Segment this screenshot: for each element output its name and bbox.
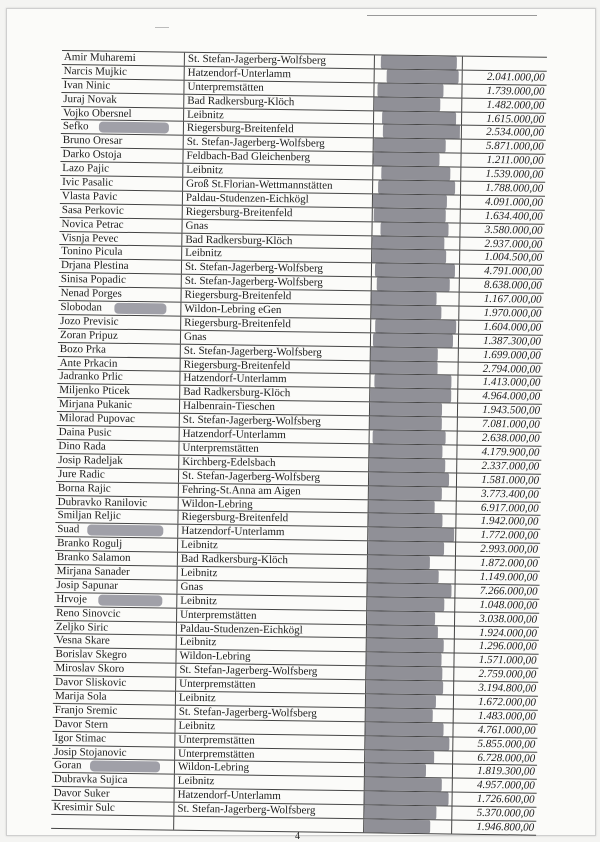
redaction-mark [382,111,456,125]
location: Unterpremstätten [183,80,373,96]
redaction-mark [364,764,426,778]
redaction-mark [367,541,444,555]
redacted-cell [364,736,451,750]
redaction-mark [363,819,430,833]
redaction-mark [380,222,448,236]
person-name: Davor Suker [53,787,110,800]
amount: 5.871.000,00 [461,140,546,154]
redacted-cell [369,416,456,430]
redacted-cell [369,375,456,389]
amount: 1.581.000,00 [456,473,541,487]
location: Leibnitz [177,539,367,555]
amount: 4.179.900,00 [456,445,541,459]
redaction-mark [114,303,166,315]
redacted-cell [366,583,453,597]
redaction-mark [378,180,455,194]
redacted-cell [373,111,460,125]
amount: 1.167.000,00 [458,293,543,307]
location: St. Stefan-Jagerberg-Wolfsberg [173,803,363,819]
redaction-mark [377,83,443,97]
amount: 1.296.000,00 [454,640,539,654]
location: Unterpremstätten [178,442,368,458]
redaction-mark [367,514,442,528]
amount: 7.266.000,00 [454,584,539,598]
redaction-mark [366,583,451,597]
amount: 1.942.000,00 [455,515,540,529]
redaction-mark [90,761,160,773]
redaction-mark [383,125,460,139]
location: Riegersburg-Breitenfeld [180,317,370,333]
location: Halbenrain-Tieschen [179,400,369,416]
redacted-cell [369,389,456,403]
person-name: Davor Sliskovic [55,676,127,690]
redaction-mark [375,264,455,278]
redacted-cell [364,750,451,764]
redacted-cell [364,764,451,778]
redaction-mark [369,416,442,430]
location: Hatzendorf-Unterlamm [174,789,364,805]
redaction-mark [87,525,163,537]
amount: 2.937.000,00 [459,237,544,251]
location: Leibnitz [181,247,371,263]
redacted-cell [367,541,454,555]
person-name: Zoran Pripuz [59,328,118,342]
location: Wildon-Lebring [178,497,368,513]
location: Unterpremstätten [175,678,365,694]
amount: 1.872.000,00 [455,557,540,571]
amount: 1.672.000,00 [453,695,538,709]
person-name: Darko Ostoja [62,148,122,162]
amount: 5.855.000,00 [452,737,537,751]
person-name: Sefko [62,120,89,133]
person-name: Branko Salamon [56,551,131,565]
redacted-cell [374,69,461,83]
redaction-mark [375,319,456,333]
person-name: Goran [53,759,82,772]
redaction-mark [381,166,450,180]
amount: 1.482.000,00 [461,98,546,112]
person-name: Igor Stimac [54,731,107,745]
person-name: Nenad Porges [60,287,122,300]
person-name: Josip Radeljak [58,453,123,467]
redaction-mark [365,708,433,722]
amount: 1.699.000,00 [458,348,543,362]
scan-artifact [155,19,169,28]
redaction-mark [373,430,446,444]
amount: 7.081.000,00 [457,418,542,432]
amount: 1.004.500,00 [459,251,544,265]
amount: 1.772.000,00 [455,529,540,543]
location: Leibnitz [176,636,366,652]
person-name: Dubravka Sujica [53,773,128,787]
location: Leibnitz [175,692,365,708]
person-name: Suad [57,523,80,536]
location: St. Stefan-Jagerberg-Wolfsberg [180,344,370,360]
person-name: Ivan Ninic [63,78,111,92]
person-name: Franjo Sremic [54,703,118,717]
redaction-mark [365,653,441,667]
amount: 3.038.000,00 [454,612,539,626]
redacted-cell [373,97,460,111]
location: Fehring-St.Anna am Aigen [178,483,368,499]
redacted-cell [371,264,458,278]
redaction-mark [363,791,448,805]
amount: 2.337.000,00 [456,459,541,473]
amount: 1.604.000,00 [458,320,543,334]
person-name: Vesna Skare [55,634,110,648]
amount: 1.387.300,00 [458,334,543,348]
person-name: Ante Prkacin [59,356,118,370]
amount: 1.211.000,00 [460,154,545,168]
location: St. Stefan-Jagerberg-Wolfsberg [184,53,374,69]
amount: 1.739.000,00 [461,84,546,98]
location: St. Stefan-Jagerberg-Wolfsberg [179,414,369,430]
location: Gnas [176,580,366,596]
person-name: Hrvoje [56,592,87,606]
redacted-cell [367,528,454,542]
person-name: Marija Sola [54,689,107,703]
location: Riegersburg-Breitenfeld [183,122,373,138]
amount: 1.788.000,00 [460,182,545,196]
redacted-cell [366,611,453,625]
redaction-mark [374,375,451,389]
redacted-cell [367,555,454,569]
person-name [53,815,167,829]
location: Riegersburg-Breitenfeld [180,289,370,305]
person-name: Bozo Prka [59,342,107,356]
redacted-cell [368,444,455,458]
redacted-cell [365,694,452,708]
location: Bad Radkersburg-Klöch [177,553,367,569]
amount: 1.571.000,00 [453,654,538,668]
person-name: Daina Pusic [58,426,112,439]
redaction-mark [373,97,440,111]
redaction-mark [368,486,442,500]
person-name: Josip Stojanovic [54,745,127,759]
location: Riegersburg-Breitenfeld [182,205,372,221]
redaction-mark [366,639,444,653]
amount: 8.638.000,00 [459,279,544,293]
person-name: Zeljko Siric [55,620,109,634]
redacted-cell [371,278,458,292]
amount: 2.638.000,00 [457,432,542,446]
redacted-cell [366,625,453,639]
redacted-cell [364,722,451,736]
redacted-cell [371,236,458,250]
location: Wildon-Lebring eGen [180,303,370,319]
person-name: Sasa Perkovic [61,203,124,217]
amount: 2.759.000,00 [453,668,538,682]
page-number: 4 [295,831,300,842]
redacted-cell [368,458,455,472]
redacted-cell [370,319,457,333]
location: St. Stefan-Jagerberg-Wolfsberg [181,261,371,277]
redacted-cell [364,778,451,792]
redaction-mark [368,528,454,542]
redacted-cell [372,166,459,180]
person-name: Bruno Oresar [62,134,123,148]
amount: 3.194.800,00 [453,682,538,696]
redacted-cell [372,153,459,167]
location: Hatzendorf-Unterlamm [177,525,367,541]
person-name: Borislav Skegro [55,648,127,662]
redacted-cell [370,361,457,375]
redaction-mark [368,500,435,514]
redacted-cell [371,222,458,236]
location: Leibnitz [176,594,366,610]
redacted-cell [366,597,453,611]
location: Wildon-Lebring [175,650,365,666]
redaction-mark [368,444,442,458]
amount: 2.534.000,00 [461,126,546,140]
location: Bad Radkersburg-Klöch [179,386,369,402]
person-name: Ivic Pasalic [62,176,114,189]
redacted-cell [365,708,452,722]
redaction-mark [387,69,459,83]
person-name: Josip Sapunar [56,578,119,592]
redaction-mark [98,594,162,606]
amount: 4.791.000,00 [459,265,544,279]
location: St. Stefan-Jagerberg-Wolfsberg [175,705,365,721]
redaction-mark [365,666,442,680]
redacted-cell [367,569,454,583]
redaction-mark [366,611,435,625]
redacted-cell [366,639,453,653]
redacted-cell [365,680,452,694]
person-name: Dino Rada [58,439,106,453]
amount: 6.728.000,00 [452,751,537,765]
redaction-mark [370,291,436,305]
location: Leibnitz [174,775,364,791]
scan-edge-line [367,15,537,16]
person-name: Branko Rogulj [57,537,123,551]
location: Kirchberg-Edelsbach [178,455,368,471]
amount: 4.761.000,00 [452,723,537,737]
person-name: Narcis Mujkic [63,64,128,78]
person-name: Dubravko Ranilovic [57,495,148,509]
amount: 2.993.000,00 [455,543,540,557]
redaction-mark [367,569,439,583]
person-name: Milorad Pupovac [58,412,136,426]
redacted-cell [363,791,450,805]
redaction-mark [367,555,430,569]
redacted-cell [369,403,456,417]
amount: 1.726.600,00 [451,793,536,807]
amount [462,57,547,71]
redacted-cell [372,208,459,222]
redaction-mark [374,139,446,153]
location: Hatzendorf-Unterlamm [184,67,374,83]
redacted-cell [368,486,455,500]
amount: 1.615.000,00 [461,112,546,126]
redacted-cell [365,666,452,680]
person-name: Slobodan [60,301,103,314]
redacted-cell [363,819,450,833]
payments-table [51,50,547,836]
redacted-cell [373,139,460,153]
location: Hatzendorf-Unterlamm [179,372,369,388]
redaction-mark [371,250,446,264]
person-name: Davor Stern [54,717,109,731]
redaction-mark [372,194,447,208]
location: Unterpremstätten [176,608,366,624]
location: Leibnitz [182,164,372,180]
location: Unterpremstätten [174,733,364,749]
person-name: Jure Radic [57,467,105,481]
amount: 1.413.000,00 [457,376,542,390]
location: St. Stefan-Jagerberg-Wolfsberg [183,136,373,152]
person-name: Miroslav Skoro [55,662,125,676]
amount: 1.539.000,00 [460,168,545,182]
person-name: Jadranko Prlic [59,370,123,384]
redacted-cell [370,305,457,319]
location: Unterpremstätten [174,747,364,763]
location: Leibnitz [177,567,367,583]
redaction-mark [364,750,434,764]
person-name: Jozo Previsic [60,314,119,328]
location [173,817,363,833]
amount: 2.794.000,00 [458,362,543,376]
person-name: Mirjana Pukanic [58,398,133,412]
location: Gnas [181,219,371,235]
amount: 2.041.000,00 [462,70,547,84]
redaction-mark [368,458,445,472]
location: Groß St.Florian-Wettmannstätten [182,178,372,194]
redaction-mark [366,597,444,611]
person-name: Vlasta Pavic [61,189,118,203]
person-name: Drjana Plestina [60,259,129,273]
redaction-mark [364,778,442,792]
redacted-cell [370,333,457,347]
location: Wildon-Lebring [174,761,364,777]
amount: 6.917.000,00 [456,501,541,515]
person-name: Kresimir Sulc [53,801,115,814]
person-name: Mirjana Sanader [56,564,130,578]
person-name: Visnja Pevec [61,231,119,245]
location: Leibnitz [174,719,364,735]
redaction-mark [374,208,446,222]
location: Riegersburg-Breitenfeld [177,511,367,527]
location: Gnas [180,330,370,346]
redaction-mark [373,333,453,347]
redaction-mark [365,680,443,694]
redacted-cell [371,250,458,264]
person-name: Borna Rajic [57,481,111,495]
redaction-mark [365,694,436,708]
redaction-mark [372,236,444,250]
redacted-cell [370,347,457,361]
redaction-mark [377,278,450,292]
person-name: Tonino Picula [61,245,123,259]
amount: 1.943.500,00 [457,404,542,418]
redacted-cell [368,500,455,514]
location: St. Stefan-Jagerberg-Wolfsberg [175,664,365,680]
redacted-cell [370,291,457,305]
person-name: Juraj Novak [63,92,117,106]
redaction-mark [369,403,442,417]
amount: 4.091.000,00 [460,195,545,209]
location: Feldbach-Bad Gleichenberg [182,150,372,166]
redacted-cell [373,125,460,139]
redaction-mark [368,472,449,486]
person-name: Lazo Pajic [62,162,110,175]
person-name: Miljenko Pticek [59,384,130,398]
amount: 4.964.000,00 [457,390,542,404]
amount: 1.634.400,00 [460,209,545,223]
person-name: Vojko Obersnel [63,106,132,120]
redaction-mark [366,625,438,639]
person-name: Amir Muharemi [63,51,136,65]
location: Bad Radkersburg-Klöch [183,94,373,110]
redaction-mark [370,361,438,375]
location: St. Stefan-Jagerberg-Wolfsberg [178,469,368,485]
redacted-cell [363,805,450,819]
person-name: Reno Sinovcic [56,606,121,620]
redaction-mark [370,305,441,319]
location: St. Stefan-Jagerberg-Wolfsberg [181,275,371,291]
redaction-mark [99,122,169,134]
redacted-cell [365,653,452,667]
redaction-mark [381,55,457,69]
redaction-mark [369,389,451,403]
amount: 1.924.000,00 [454,626,539,640]
amount: 1.048.000,00 [454,598,539,612]
person-name: Novica Petrac [61,217,124,231]
amount: 3.773.400,00 [456,487,541,501]
redaction-mark [373,153,439,167]
redacted-cell [368,472,455,486]
amount: 3.580.000,00 [459,223,544,237]
person-name: Smiljan Reljic [57,509,121,523]
amount: 1.483.000,00 [453,709,538,723]
amount: 1.946.800,00 [451,820,536,834]
amount: 1.819.300,00 [452,765,537,779]
location: Bad Radkersburg-Klöch [181,233,371,249]
amount: 1.149.000,00 [455,570,540,584]
location: Leibnitz [183,108,373,124]
amount: 1.970.000,00 [458,307,543,321]
amount: 5.370.000,00 [451,807,536,821]
location: Riegersburg-Breitenfeld [180,358,370,374]
redaction-mark [370,347,438,361]
redacted-cell [373,83,460,97]
redacted-cell [372,194,459,208]
redacted-cell [367,514,454,528]
location: Hatzendorf-Unterlamm [179,428,369,444]
redacted-cell [372,180,459,194]
location: Paldau-Studenzen-Eichkögl [182,192,372,208]
redacted-cell [369,430,456,444]
scanned-page [6,8,596,842]
redaction-mark [363,805,436,819]
person-name: Sinisa Popadic [60,273,126,287]
redaction-mark [364,722,443,736]
location: Paldau-Studenzen-Eichkögl [176,622,366,638]
amount: 4.957.000,00 [452,779,537,793]
redaction-mark [364,736,449,750]
redacted-cell [374,55,461,69]
